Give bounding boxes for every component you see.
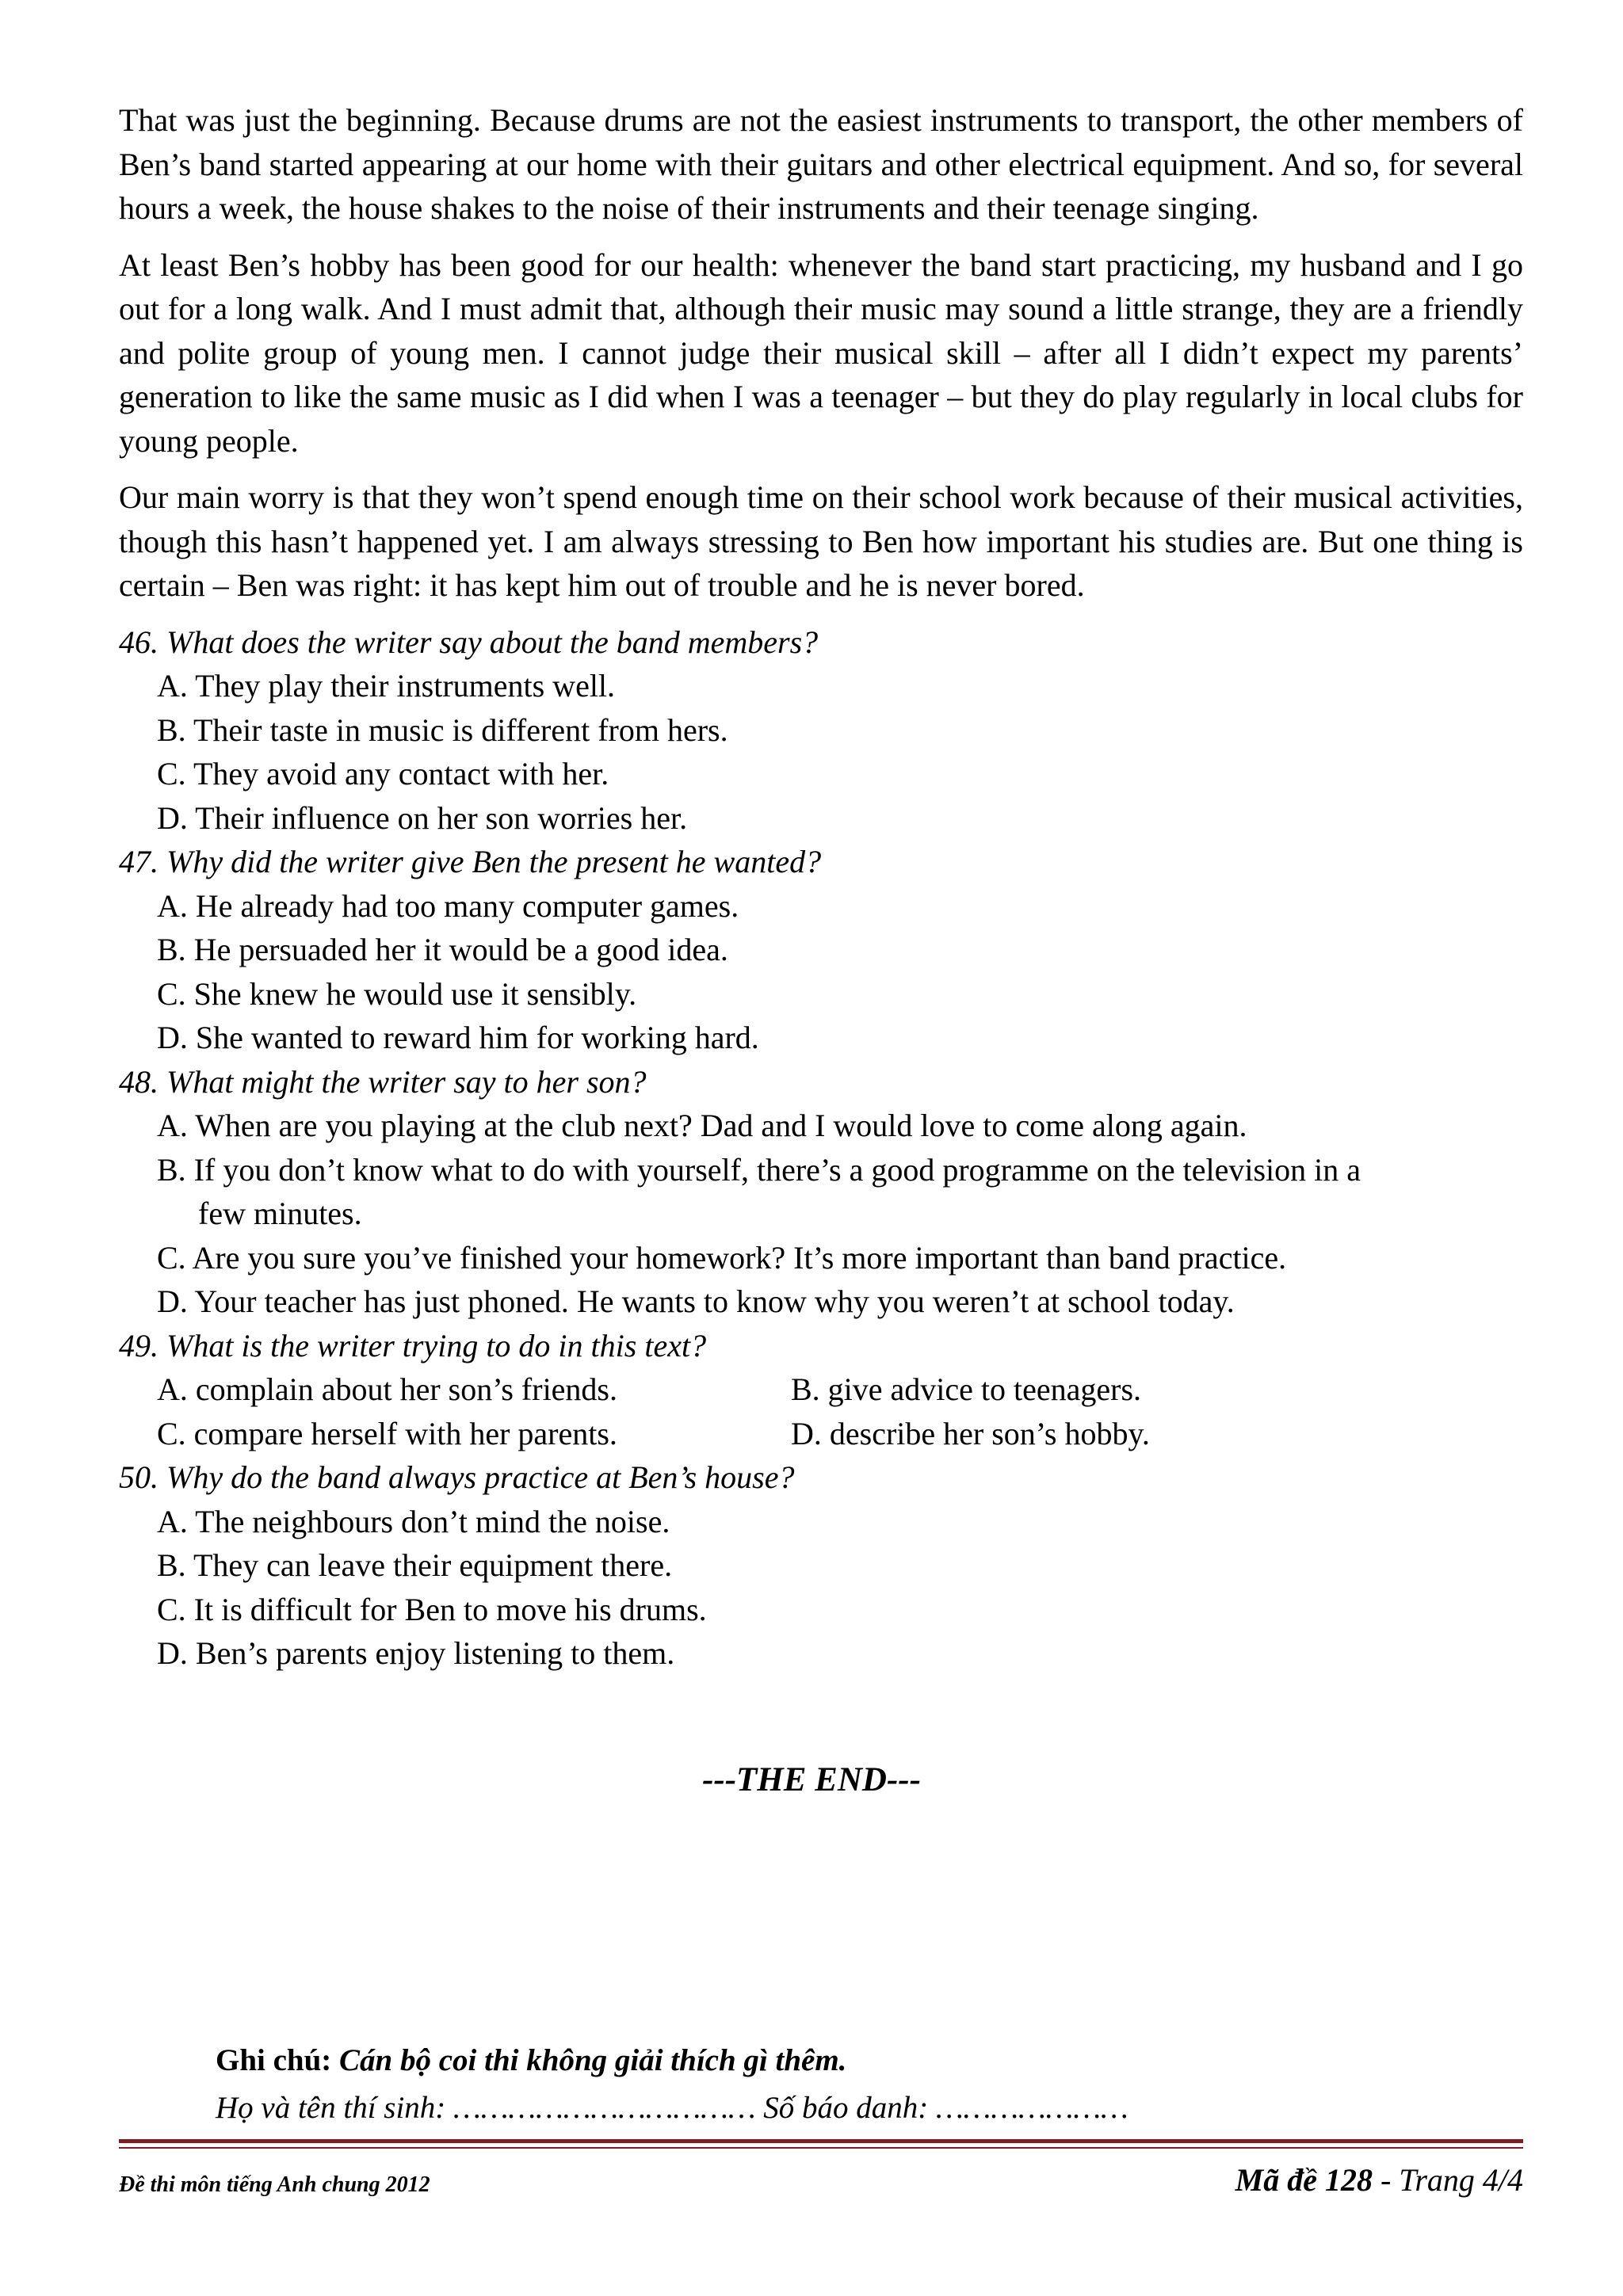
footer-exam-title: Đề thi môn tiếng Anh chung 2012 <box>119 2172 430 2197</box>
option-b <box>119 1148 1523 1236</box>
option-b: B. Their taste in music is different from hers. <box>157 711 728 748</box>
option-a: A. When are you playing at the club next? Dad and I would love to come along again. <box>157 1108 1247 1143</box>
passage-paragraph: That was just the beginning. Because drums are not the easiest instruments to transport, the other members of Ben’s band started appearing at our home with their guitars and other electrical equipment. And so, for several hours a week, the house shakes to the noise of their instruments and their teenage singing. <box>119 102 1523 226</box>
option-b: B. He persuaded her it would be a good idea. <box>157 932 728 967</box>
footer-rule-thick <box>119 2139 1523 2143</box>
option-c: C. It is difficult for Ben to move his drums. <box>157 1591 707 1627</box>
candidate-info-line: Họ và tên thí sinh: …………………………… Số báo danh: ………………… <box>216 2091 1128 2125</box>
option-c: C. Are you sure you’ve finished your homework? It’s more important than band practice. <box>157 1239 1287 1276</box>
the-end-heading: ---THE END--- <box>702 1761 921 1798</box>
option-b: B. give advice to teenagers. <box>791 1371 1142 1407</box>
option-d: D. Your teacher has just phoned. He wants to know why you weren’t at school today. <box>157 1283 1235 1319</box>
question-49 <box>119 1324 1523 1456</box>
note-text: Cán bộ coi thi không giải thích gì thêm. <box>339 2043 847 2077</box>
passage-paragraph: At least Ben’s hobby has been good for our health: whenever the band start practicing, my husband and I go out for a long walk. And I must admit that, although their music may sound a little strange, they are a friendly and polite group of young men. I cannot judge their musical skill – after all I didn’t expect my parents’ generation to like the same music as I did when I was a teenager – but they do play regularly in local clubs for young people. <box>119 246 1523 459</box>
question-48 <box>119 1060 1523 1324</box>
option-b: B. They can leave their equipment there. <box>157 1547 673 1583</box>
option-d: D. describe her son’s hobby. <box>791 1415 1150 1451</box>
option-row <box>119 1412 1523 1456</box>
option-row <box>119 1367 1523 1412</box>
footer-rule-thin <box>119 2147 1523 2149</box>
question-text: 50. Why do the band always practice at Ben’s house? <box>119 1459 795 1495</box>
option-c: C. They avoid any contact with her. <box>157 756 609 791</box>
question-47 <box>119 840 1523 1060</box>
question-text: 46. What does the writer say about the band members? <box>119 624 819 660</box>
option-d: D. She wanted to reward him for working hard. <box>157 1020 759 1055</box>
note-label: Ghi chú: <box>216 2043 332 2077</box>
note-line <box>216 2042 846 2078</box>
footer-page-info <box>1235 2161 1523 2199</box>
passage-paragraph: Our main worry is that they won’t spend enough time on their school work because of their musical activities, though this hasn’t happened yet. I am always stressing to Ben how important his studies are. But one thing is certain – Ben was right: it has kept him out of trouble and he is never bored. <box>119 479 1523 603</box>
option-c: C. She knew he would use it sensibly. <box>157 975 637 1012</box>
page-number: - Trang 4/4 <box>1372 2162 1523 2198</box>
exam-page <box>119 98 1523 1676</box>
option-a: A. The neighbours don’t mind the noise. <box>157 1503 670 1539</box>
question-text: 48. What might the writer say to her son? <box>119 1063 647 1100</box>
option-c: C. compare herself with her parents. <box>157 1415 617 1451</box>
option-a: A. They play their instruments well. <box>157 668 616 704</box>
question-50 <box>119 1455 1523 1676</box>
option-b-line1: B. If you don’t know what to do with yourself, there’s a good programme on the television in a <box>157 1151 1361 1188</box>
question-text: 49. What is the writer trying to do in this text? <box>119 1327 707 1363</box>
question-46 <box>119 620 1523 841</box>
option-d: D. Ben’s parents enjoy listening to them. <box>157 1635 675 1671</box>
option-b-line2: few minutes. <box>198 1196 362 1231</box>
option-d: D. Their influence on her son worries her. <box>157 799 688 836</box>
exam-code: Mã đề 128 <box>1235 2162 1373 2198</box>
question-text: 47. Why did the writer give Ben the present he wanted? <box>119 844 822 879</box>
option-a: A. complain about her son’s friends. <box>157 1371 617 1407</box>
option-a: A. He already had too many computer games. <box>157 887 739 924</box>
